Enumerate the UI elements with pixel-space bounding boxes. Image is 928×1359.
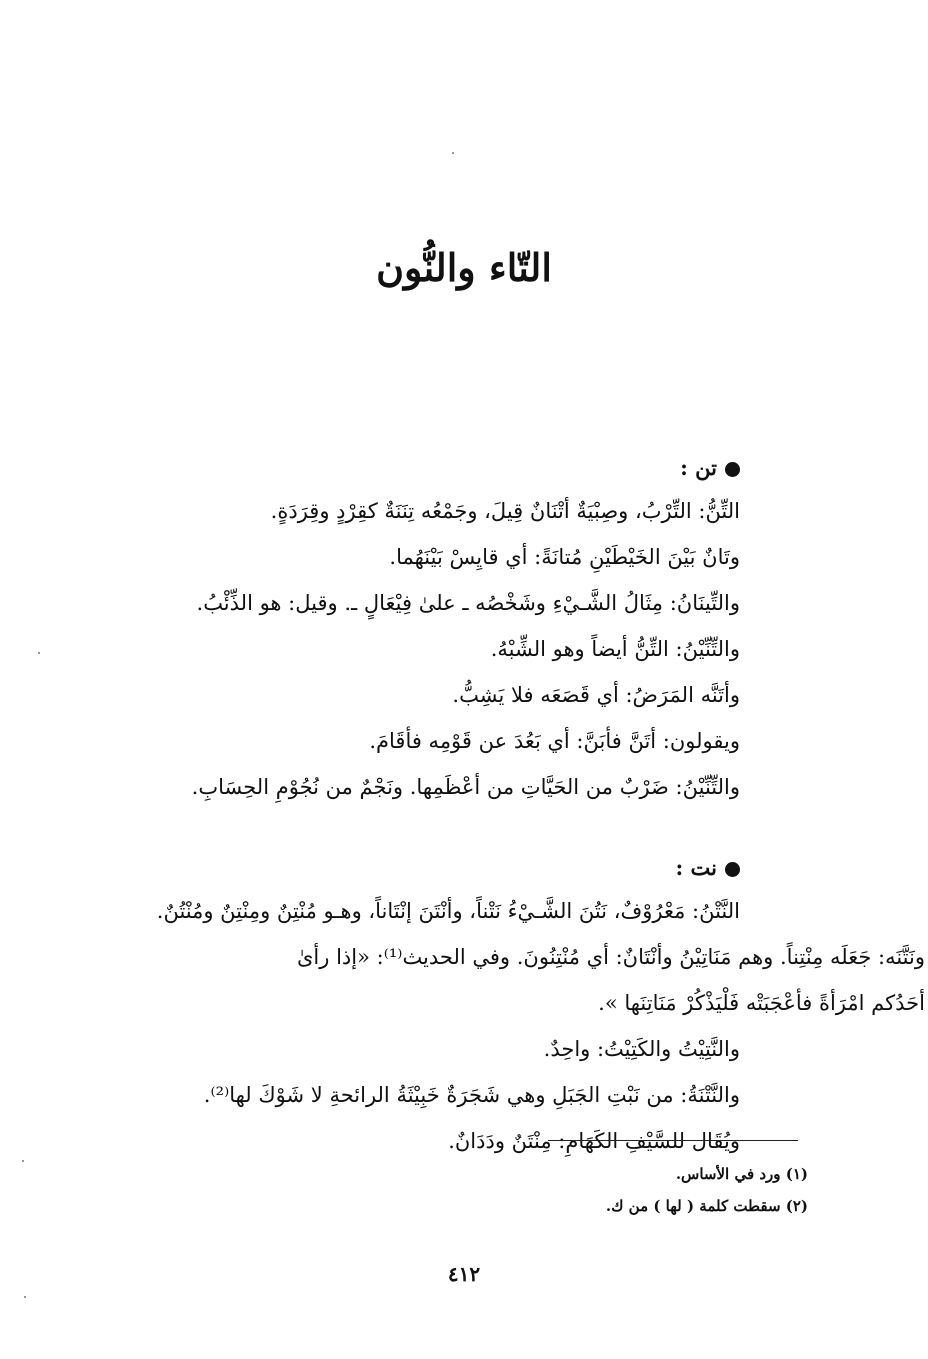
- scan-speck: [38, 652, 40, 654]
- entry-line: وأتَنَّه المَرَضُ: أي قَصَعَه فلا يَشِبُّ.: [452, 683, 740, 707]
- footnotes: [308, 1158, 808, 1222]
- bullet-icon: [725, 862, 740, 877]
- entry-tn: [80, 448, 740, 810]
- entry-heading-text: تن :: [680, 455, 717, 480]
- entry-line: النَّتْنُ: مَعْرُوْفٌ، نَتُنَ الشَّـيْءُ نَتْناً، وأنْتَنَ إنْتَاناً، وهـو مُنْتِنٌ ومِنْتِنٌ ومُنْتُنٌ.: [156, 899, 740, 923]
- chapter-title: التّاء والنُّون: [376, 245, 552, 290]
- scan-speck: [452, 152, 454, 154]
- scan-speck: [24, 1296, 26, 1298]
- entry-heading: [80, 448, 740, 488]
- entry-line: ويُقَال للسَّيْفِ الكَهَامِ: مِنْتَنٌ ودَدَانٌ.: [448, 1129, 740, 1153]
- entry-line: والنَّتِيْتُ والكَتِيْتُ: واحِدٌ.: [543, 1037, 740, 1061]
- entry-line: والتِّينَانُ: مِثَالُ الشَّـيْءِ وشَخْصُه ـ علىٰ فِيْعَالٍ ـ. وقيل: هو الذِّئْبُ.: [196, 591, 740, 615]
- footnote: (١) ورد في الأساس.: [675, 1165, 808, 1183]
- footnote-divider: [548, 1140, 798, 1141]
- entry-line: التِّنُّ: التِّرْبُ، وصِبْيَةٌ أتْنَانٌ قِيلَ، وجَمْعُه تِنَنَةٌ كقِرْدٍ وقِرَدَةٍ.: [270, 499, 740, 523]
- footnote: (٢) سقطت كلمة ( لها ) من ك.: [605, 1197, 808, 1215]
- entry-line: ويقولون: أتَنَّ فأبَنَّ: أي بَعُدَ عن قَوْمِه فأقَامَ.: [369, 729, 740, 753]
- page-number: ٤١٢: [447, 1262, 481, 1286]
- bullet-icon: [725, 462, 740, 477]
- entry-line: أحَدُكم امْرَأةً فأعْجَبَتْه فَلْيَذْكُرْ مَنَاتِنَها ».: [598, 991, 925, 1015]
- entry-heading-text: نت :: [675, 855, 717, 880]
- entry-line: والنَّتْنَةُ: من نَبْتِ الجَبَلِ وهي شَجَرَةٌ خَبِيْثَةُ الرائحةِ لا شَوْكَ لها⁽²⁾.: [203, 1083, 740, 1107]
- entry-line: وتَانٌ بَيْنَ الخَيْطَيْنِ مُتانَةً: أي قايِسْ بَيْنَهُما.: [389, 545, 740, 569]
- entry-line: والتِّنِّيْنُ: ضَرْبٌ من الحَيَّاتِ من أعْظَمِها. ونَجْمٌ من نُجُوْمِ الحِسَابِ.: [191, 775, 740, 799]
- entry-line: والتِّنِّيْنُ: التِّنُّ أيضاً وهو الشِّبْهُ.: [490, 637, 740, 661]
- entry-nt: [80, 848, 925, 1164]
- entry-line: ونَتَّنَه: جَعَلَه مِنْتِناً. وهم مَنَاتِيْنُ وأنْتَانٌ: أي مُنْتِنُونَ. وفي الحديث⁽¹⁾: «إذا رأىٰ: [296, 945, 925, 969]
- entry-heading: [80, 848, 740, 888]
- scan-speck: [22, 1160, 24, 1162]
